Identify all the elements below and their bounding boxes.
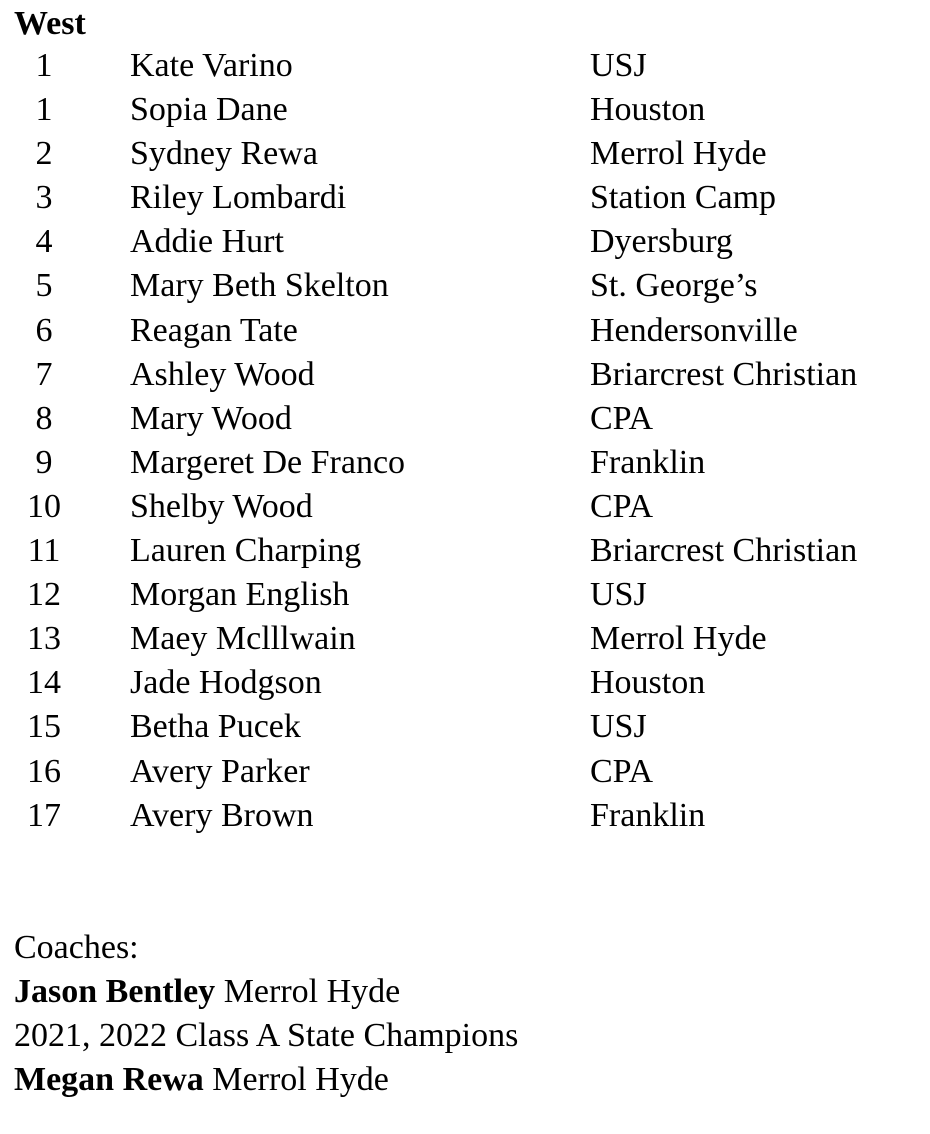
rank-cell: 4: [35, 223, 53, 261]
rank-cell: 15: [27, 708, 61, 746]
roster-row: [14, 353, 924, 397]
rank-cell: 5: [35, 267, 53, 305]
coaches-section: [14, 926, 924, 1102]
roster-row: [14, 132, 924, 176]
player-name: Mary Beth Skelton: [130, 267, 389, 305]
roster-row: [14, 309, 924, 353]
player-name: Shelby Wood: [130, 487, 313, 525]
coach-name: Jason Bentley: [14, 973, 216, 1010]
roster-row: [14, 220, 924, 264]
school-name: Franklin: [590, 443, 706, 481]
school-name: Hendersonville: [590, 311, 798, 349]
roster-row: [14, 794, 924, 838]
school-name: Merrol Hyde: [590, 135, 767, 173]
player-name: Jade Hodgson: [130, 664, 322, 702]
school-name: Franklin: [590, 796, 706, 834]
rank-cell: 9: [35, 443, 53, 481]
player-name: Morgan English: [130, 576, 350, 614]
school-name: Briarcrest Christian: [590, 532, 858, 570]
player-name: Mary Wood: [130, 399, 292, 437]
roster-row: [14, 44, 924, 88]
school-name: Houston: [590, 664, 706, 702]
player-name: Betha Pucek: [130, 708, 301, 746]
coach-name: Megan Rewa: [14, 1061, 204, 1098]
document: [14, 4, 924, 838]
school-name: CPA: [590, 487, 654, 525]
rank-cell: 6: [35, 311, 53, 349]
school-name: USJ: [590, 47, 647, 84]
player-name: Kate Varino: [130, 47, 293, 84]
rank-cell: 2: [35, 135, 53, 173]
roster-row: [14, 176, 924, 220]
roster-row: [14, 88, 924, 132]
rank-cell: 14: [27, 664, 61, 702]
school-name: USJ: [590, 708, 647, 746]
coaches-label: Coaches:: [14, 929, 139, 966]
roster-row: [14, 705, 924, 749]
school-name: USJ: [590, 576, 647, 614]
coach-line-1: [14, 970, 924, 1014]
player-name: Sydney Rewa: [130, 135, 318, 173]
player-name: Lauren Charping: [130, 532, 362, 570]
roster-row: [14, 750, 924, 794]
rank-cell: 10: [27, 487, 61, 525]
rank-cell: 7: [35, 355, 53, 393]
player-name: Addie Hurt: [130, 223, 284, 261]
roster-row: [14, 441, 924, 485]
roster-row: [14, 397, 924, 441]
player-name: Avery Parker: [130, 752, 310, 790]
school-name: CPA: [590, 399, 654, 437]
rank-cell: 3: [35, 179, 53, 217]
school-name: Briarcrest Christian: [590, 355, 858, 393]
school-name: Dyersburg: [590, 223, 733, 261]
section-heading: West: [14, 5, 86, 42]
rank-cell: 8: [35, 399, 53, 437]
roster-row: [14, 573, 924, 617]
rank-cell: 11: [27, 532, 61, 570]
roster-row: [14, 264, 924, 308]
player-name: Riley Lombardi: [130, 179, 347, 217]
player-name: Sopia Dane: [130, 91, 288, 129]
coach-line-2: [14, 1058, 924, 1102]
school-name: Houston: [590, 91, 706, 129]
roster-row: [14, 661, 924, 705]
roster-row: [14, 617, 924, 661]
coach-school: Merrol Hyde: [223, 973, 401, 1010]
player-name: Avery Brown: [130, 796, 314, 834]
player-name: Maey Mclllwain: [130, 620, 356, 658]
player-name: Ashley Wood: [130, 355, 315, 393]
player-name: Margeret De Franco: [130, 443, 406, 481]
rank-cell: 13: [27, 620, 61, 658]
rank-cell: 16: [27, 752, 61, 790]
coach-school: Merrol Hyde: [212, 1061, 389, 1098]
school-name: CPA: [590, 752, 654, 790]
coach-note: 2021, 2022 Class A State Champions: [14, 1017, 519, 1054]
roster-row: [14, 485, 924, 529]
rank-cell: 17: [27, 796, 61, 834]
rank-cell: 12: [27, 576, 61, 614]
school-name: St. George’s: [590, 267, 758, 305]
roster-list: [14, 44, 924, 838]
rank-cell: 1: [35, 91, 53, 129]
school-name: Merrol Hyde: [590, 620, 767, 658]
player-name: Reagan Tate: [130, 311, 298, 349]
rank-cell: 1: [35, 47, 53, 84]
school-name: Station Camp: [590, 179, 777, 217]
roster-row: [14, 529, 924, 573]
